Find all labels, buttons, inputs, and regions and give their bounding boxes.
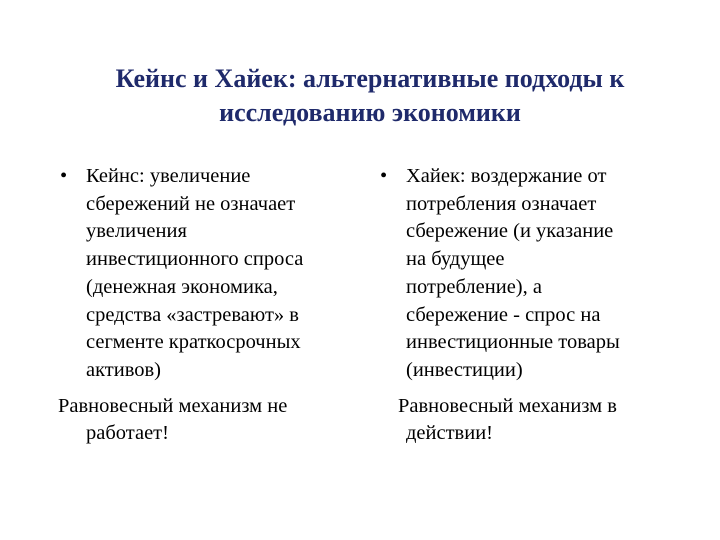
- keynes-bullet-line: инвестиционного спроса: [86, 248, 304, 271]
- keynes-bullet-line: сбережений не означает: [86, 192, 296, 215]
- keynes-bullet: [58, 163, 363, 385]
- hayek-bullet-line: Хайек: воздержание от: [406, 165, 607, 187]
- hayek-conclusion: [378, 393, 678, 448]
- hayek-bullet: [378, 163, 678, 385]
- keynes-conclusion-line: Равновесный механизм не: [58, 394, 288, 417]
- hayek-bullet-line: сбережение - спрос на: [406, 303, 601, 326]
- hayek-conclusion-line: Равновесный механизм в: [398, 394, 617, 417]
- slide-title-line-1: Кейнс и Хайек: альтернативные подходы к: [115, 64, 625, 93]
- slide-title: [60, 62, 680, 130]
- keynes-bullet-line: средства «застревают» в: [86, 303, 299, 326]
- hayek-conclusion-line: действии!: [406, 422, 494, 445]
- keynes-bullet-line: активов): [86, 358, 162, 381]
- keynes-bullet-line: Кейнс: увеличение: [86, 165, 251, 187]
- hayek-bullet-line: инвестиционные товары: [406, 331, 620, 354]
- hayek-bullet-line: потребления означает: [406, 192, 597, 215]
- hayek-bullet-line: сбережение (и указание: [406, 220, 614, 243]
- slide-title-line-2: исследованию экономики: [219, 98, 521, 127]
- keynes-bullet-line: (денежная экономика,: [86, 275, 278, 298]
- bullet-icon: •: [60, 165, 68, 187]
- hayek-bullet-line: на будущее: [406, 248, 505, 271]
- keynes-bullet-line: увеличения: [86, 220, 187, 243]
- keynes-column: [58, 163, 363, 448]
- keynes-bullet-line: сегменте краткосрочных: [86, 331, 301, 354]
- hayek-bullet-line: потребление), а: [406, 275, 542, 298]
- bullet-icon: •: [380, 165, 388, 187]
- hayek-column: [378, 163, 678, 448]
- keynes-conclusion: [58, 393, 363, 448]
- keynes-conclusion-line: работает!: [86, 422, 169, 445]
- hayek-bullet-line: (инвестиции): [406, 358, 523, 381]
